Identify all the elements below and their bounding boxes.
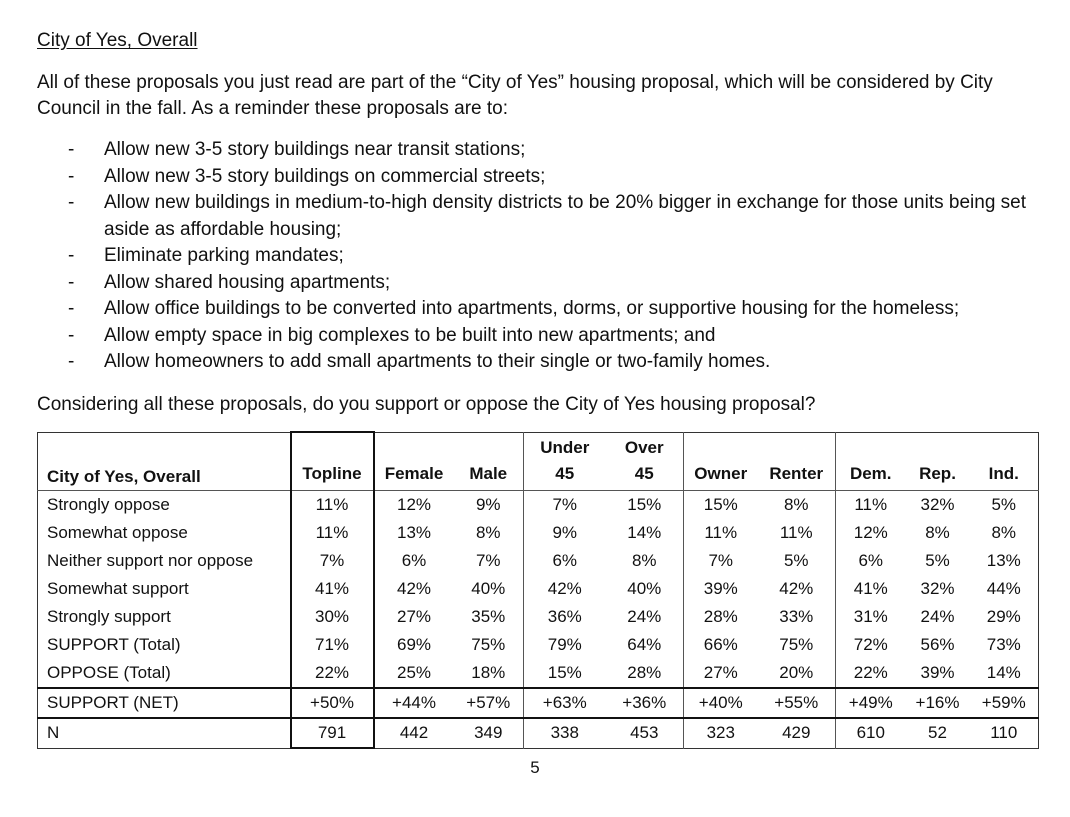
row-label: N [47,723,60,743]
table-cell: 66% [684,631,758,659]
intro-paragraph: All of these proposals you just read are part of the “City of Yes” housing proposal, which will be considered by City Council in the fall. As a reminder these proposals are to: [37,72,993,119]
table-cell: 28% [684,603,758,631]
table-cell: 8% [925,523,950,542]
proposal-item [60,164,1040,191]
table-cell: 8% [991,523,1017,542]
table-cell: 28% [627,663,662,682]
bullet-dash: - [68,139,75,160]
table-row [38,519,1039,547]
table-cell: +49% [836,688,906,718]
table-cell: 610 [836,718,906,748]
column-header: Renter [769,464,824,483]
column-header: Over 45 [624,438,664,483]
table-cell: 33% [779,607,814,626]
proposal-item [60,190,1040,243]
table-row [38,631,1039,659]
table-cell: +16% [906,688,970,718]
proposal-text: Allow homeowners to add small apartments to their single or two-family homes. [104,351,771,372]
column-header: Ind. [988,464,1019,483]
table-cell: 32% [906,491,970,520]
table-cell: 13% [986,551,1021,570]
sample-size-row [38,718,1039,748]
row-label: Strongly oppose [38,491,291,520]
table-cell: +57% [454,688,524,718]
bullet-dash: - [68,245,75,266]
table-cell: 42% [779,579,814,598]
table-cell: 7% [684,547,758,575]
table-cell: 323 [684,718,758,748]
table-cell: 75% [779,635,814,654]
table-cell: +40% [684,688,758,718]
table-cell: 8% [475,523,501,542]
table-row [38,659,1039,688]
table-cell: 11% [779,523,813,542]
table-row [38,491,1039,520]
table-cell: 20% [779,663,814,682]
table-cell: 44% [986,579,1021,598]
table-cell: 5% [783,551,809,570]
proposal-item [60,323,1040,350]
proposal-text: Eliminate parking mandates; [104,245,344,266]
row-label: Somewhat support [47,579,189,598]
table-cell: 429 [782,723,811,743]
table-cell: 9% [524,519,606,547]
row-label: Somewhat oppose [47,523,188,542]
table-cell: 22% [836,659,906,688]
proposal-item [60,296,1040,323]
table-cell: 39% [920,663,955,682]
table-cell: 7% [475,551,501,570]
table-cell: 442 [399,723,429,743]
column-header: Rep. [919,464,956,483]
table-cell: 22% [291,659,374,688]
table-corner-label: City of Yes, Overall [47,467,201,486]
row-label: SUPPORT (Total) [47,635,181,654]
column-header: Dem. [836,432,906,491]
proposal-text: Allow new buildings in medium-to-high density districts to be 20% bigger in exchange for those units being set aside as affordable housing; [104,192,1027,240]
table-cell: 31% [836,603,906,631]
table-cell: 15% [684,491,758,520]
proposal-item [60,349,1040,376]
table-cell: 6% [401,551,427,570]
table-cell: 52 [928,723,947,743]
column-header: Under 45 [524,432,606,491]
table-cell: 11% [291,519,374,547]
table-cell: 9% [454,491,524,520]
table-cell: 39% [684,575,758,603]
table-cell: 71% [291,631,374,659]
table-cell: 5% [925,551,950,570]
section-title: City of Yes, Overall [37,30,198,51]
table-cell: 5% [970,491,1039,520]
bullet-dash: - [68,324,75,346]
proposal-list [60,137,1040,376]
table-cell: 32% [920,579,955,598]
table-cell: 27% [684,659,758,688]
table-cell: 56% [920,635,955,654]
proposal-text: Allow new 3-5 story buildings near transit stations; [104,139,526,160]
proposal-text: Allow office buildings to be converted into apartments, dorms, or supportive housing for the homeless; [104,298,960,319]
table-cell: 11% [684,519,758,547]
table-cell: +50% [291,688,374,718]
table-cell: +63% [524,688,606,718]
table-cell: 79% [524,631,606,659]
table-cell: +44% [374,688,454,718]
proposal-text: Allow shared housing apartments; [104,271,391,293]
table-cell: 75% [471,635,506,654]
row-label: OPPOSE (Total) [47,663,171,682]
table-cell: 8% [758,491,836,520]
bullet-dash: - [68,271,75,293]
table-cell: +59% [970,688,1039,718]
proposal-item [60,243,1040,270]
table-cell: 69% [396,635,432,654]
column-header: Female [384,464,444,483]
column-header: Male [469,464,508,483]
column-header: Topline [291,432,374,491]
table-cell: 40% [471,579,506,598]
row-label: SUPPORT (NET) [38,688,291,718]
table-row [38,575,1039,603]
table-cell: 7% [524,491,606,520]
page-number: 5 [530,758,540,777]
table-cell: 338 [524,718,606,748]
table-cell: 11% [836,491,906,520]
table-cell: 24% [627,607,662,626]
survey-question: Considering all these proposals, do you support or oppose the City of Yes housing proposal? [37,394,816,415]
table-cell: 36% [524,603,606,631]
table-cell: 110 [990,723,1018,743]
table-cell: 15% [524,659,606,688]
table-cell: 14% [986,663,1021,682]
table-cell: 30% [291,603,374,631]
column-header: Owner [684,432,758,491]
table-cell: 40% [627,579,662,598]
table-cell: 349 [474,723,503,743]
table-cell: 27% [396,607,432,626]
bullet-dash: - [68,351,75,372]
row-label: Neither support nor oppose [47,551,254,570]
table-cell: 64% [627,635,662,654]
table-cell: 35% [471,607,506,626]
header-row [38,432,1039,491]
table-cell: +55% [758,688,836,718]
table-cell: 73% [986,635,1021,654]
table-cell: +36% [606,688,684,718]
table-cell: 12% [374,491,454,520]
table-row [38,603,1039,631]
results-table [37,431,1039,749]
row-label: Strongly support [47,607,171,626]
table-cell: 12% [836,519,906,547]
table-cell: 6% [836,547,906,575]
table-cell: 13% [396,523,432,542]
table-cell: 72% [836,631,906,659]
table-cell: 7% [291,547,374,575]
table-cell: 6% [524,547,606,575]
net-row [38,688,1039,718]
table-cell: 25% [396,663,432,682]
table-cell: 15% [606,491,684,520]
bullet-dash: - [68,192,75,213]
proposal-text: Allow empty space in big complexes to be built into new apartments; and [104,324,716,346]
table-cell: 24% [920,607,955,626]
table-cell: 41% [836,575,906,603]
table-cell: 42% [524,575,606,603]
table-cell: 41% [291,575,374,603]
table-cell: 791 [291,718,374,748]
proposal-item [60,270,1040,297]
table-cell: 453 [630,723,659,743]
table-cell: 42% [396,579,432,598]
proposal-text: Allow new 3-5 story buildings on commercial streets; [104,165,546,187]
table-cell: 11% [291,491,374,520]
proposal-item [60,137,1040,164]
bullet-dash: - [68,165,75,187]
table-cell: 8% [631,551,657,570]
table-cell: 29% [986,607,1021,626]
bullet-dash: - [68,298,75,319]
table-cell: 18% [471,663,506,682]
table-row [38,547,1039,575]
table-cell: 14% [627,523,662,542]
